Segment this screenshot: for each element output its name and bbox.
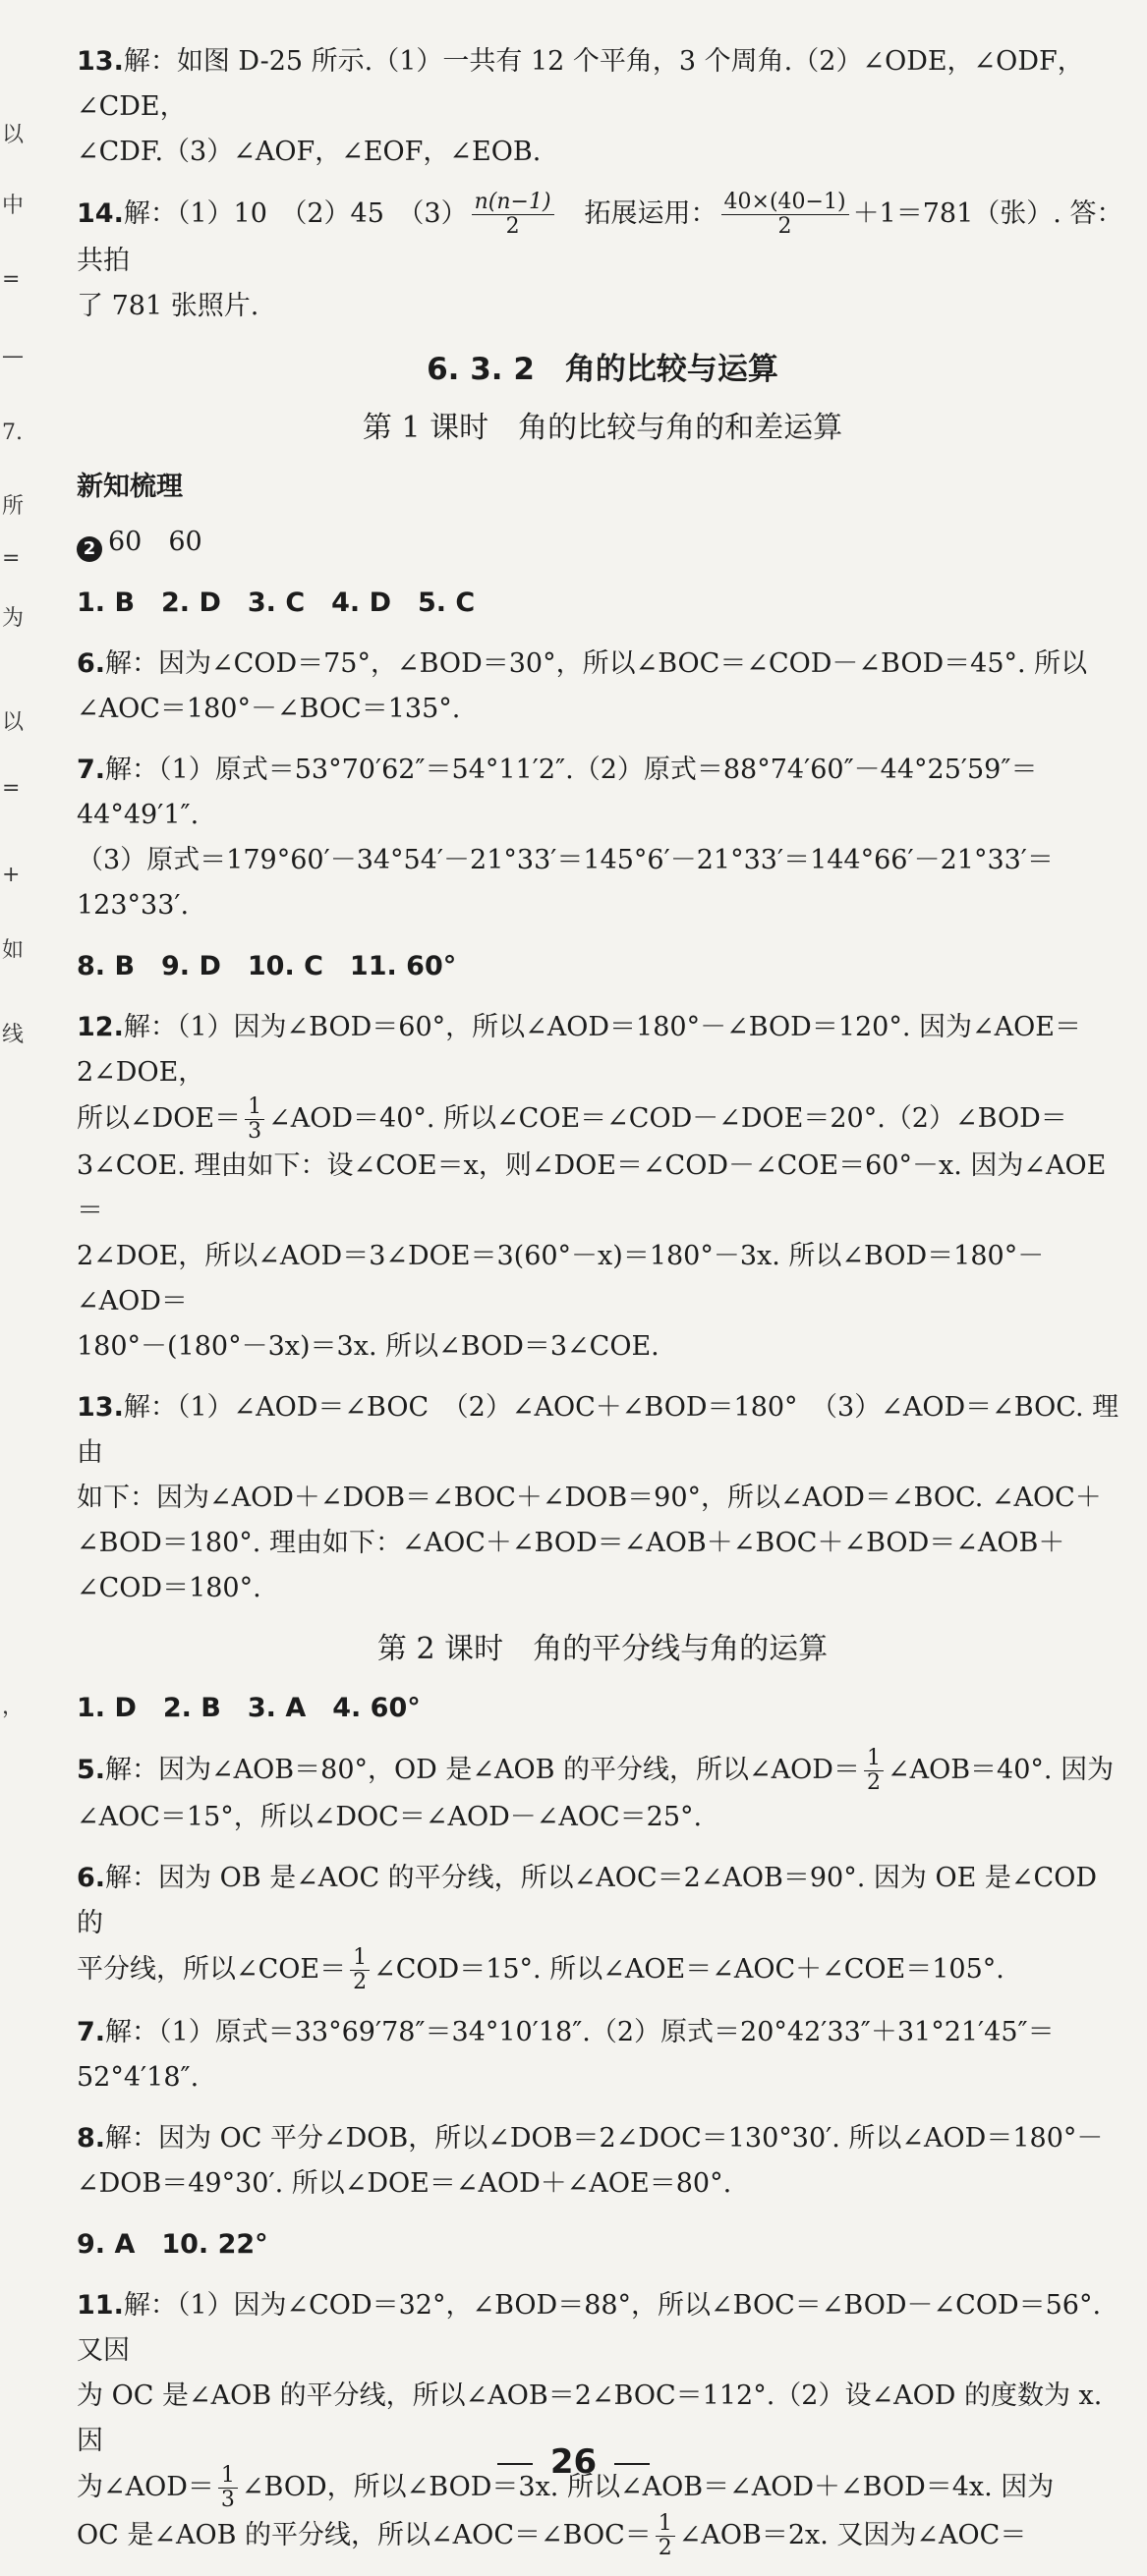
margin-char: + (2, 863, 21, 887)
question-number: 13. (77, 46, 124, 77)
choice-answers: 9. A 10. 22° (77, 2229, 268, 2260)
answer-line: 了 781 张照片. (77, 291, 259, 321)
fraction-numerator: 1 (218, 2464, 238, 2489)
fraction-denominator: 2 (505, 214, 520, 239)
answer-line: 解：（1）因为∠BOD＝60°，所以∠AOD＝180°－∠BOD＝120°. 因为∠AOE＝2∠DOE， (77, 1012, 1081, 1088)
answer-line: ∠DOB＝49°30′. 所以∠DOE＝∠AOD＋∠AOE＝80°. (77, 2168, 732, 2199)
fraction-denominator: 2 (658, 2536, 672, 2560)
fraction-denominator: 3 (220, 2488, 235, 2512)
fraction-numerator: 1 (245, 1095, 264, 1120)
fraction-denominator: 2 (777, 214, 792, 239)
left-margin-cropped-text (0, 0, 29, 2526)
page-number-footer (0, 2442, 1147, 2482)
margin-char: 以 (2, 710, 25, 735)
knowledge-values: 60 60 (108, 527, 202, 557)
knowledge-answer (77, 520, 1128, 565)
answer-line: 解：（1）原式＝53°70′62″＝54°11′2″.（2）原式＝88°74′60″－44°25′59″＝44°49′1″. (77, 755, 1038, 830)
answer-line: （3）原式＝179°60′－34°54′－21°33′＝145°6′－21°33′＝144°66′－21°33′＝123°33′. (77, 845, 1054, 921)
fraction-denominator: 3 (248, 1119, 262, 1144)
question-number: 11. (77, 2290, 124, 2321)
answer-13-prev (77, 39, 1128, 175)
question-number: 14. (77, 198, 124, 229)
question-number: 7. (77, 2017, 106, 2047)
answer-line: ∠AOC＝15°，所以∠DOC＝∠AOD－∠AOC＝25°. (77, 1802, 703, 1832)
question-number: 8. (77, 2123, 106, 2154)
choice-answers: 1. B 2. D 3. C 4. D 5. C (77, 588, 476, 618)
choice-answers: 1. D 2. B 3. A 4. 60° (77, 1693, 421, 1723)
choice-answers: 8. B 9. D 10. C 11. 60° (77, 951, 457, 981)
answer-text: ∠AOD＝40°. 所以∠COE＝∠COD－∠DOE＝20°.（2）∠BOD＝ (268, 1103, 1067, 1134)
answer-line: 解：因为 OB 是∠AOC 的平分线，所以∠AOC＝2∠AOB＝90°. 因为 OE 是∠COD 的 (77, 1863, 1097, 1938)
answer-6 (77, 642, 1128, 732)
answer-line: 解：（1）原式＝33°69′78″＝34°10′18″.（2）原式＝20°42′33″＋31°21′45″＝52°4′18″. (77, 2017, 1055, 2093)
answer-text: OC 是∠AOB 的平分线，所以∠AOC＝∠BOC＝ (77, 2520, 652, 2550)
margin-char: 线 (2, 1023, 25, 1047)
answer-line: 180°－(180°－3x)＝3x. 所以∠BOD＝3∠COE. (77, 1331, 660, 1362)
question-number: 5. (77, 1755, 106, 1785)
answer-line: ∠AOC＝180°－∠BOC＝135°. (77, 694, 461, 724)
fraction (350, 1946, 370, 1994)
fraction-numerator: 1 (864, 1747, 884, 1771)
answer-content (77, 39, 1128, 2576)
section-title: 6. 3. 2 角的比较与运算 (427, 352, 778, 387)
question-number: 7. (77, 755, 106, 785)
answer-line: ∠CDF.（3）∠AOF，∠EOF，∠EOB. (77, 137, 542, 167)
answer-text: ∠AOB＝40°. 因为 (887, 1755, 1115, 1785)
lesson-2-title: 第 2 课时 角的平分线与角的运算 (376, 1632, 829, 1666)
answer-7 (77, 748, 1128, 928)
answer-text: ＋1＝781（张）. 答：共拍 (77, 198, 1123, 276)
answer-text: 解：因为∠AOB＝80°，OD 是∠AOB 的平分线，所以∠AOD＝ (105, 1755, 860, 1785)
margin-char: 所 (2, 494, 25, 519)
question-number: 12. (77, 1012, 124, 1042)
fraction-denominator: 2 (353, 1970, 368, 1994)
answer-line: 解：（1）∠AOD＝∠BOC （2）∠AOC＋∠BOD＝180° （3）∠AOD＝∠BOC. 理由 (77, 1392, 1119, 1468)
answer-line: ∠COD＝180°. (77, 1573, 261, 1603)
answer-line: 解：如图 D-25 所示.（1）一共有 12 个平角，3 个周角.（2）∠ODE，∠ODF，∠CDE， (77, 46, 1084, 122)
margin-char: = (2, 776, 21, 801)
fraction-numerator: 1 (350, 1946, 370, 1971)
page-number: 26 (549, 2442, 598, 2482)
answer-12 (77, 1005, 1128, 1370)
margin-char: 以 (2, 123, 25, 147)
margin-char: = (2, 546, 21, 571)
fraction (864, 1747, 884, 1795)
answer-text: ∠AOB＝2x. 又因为∠AOC＝ (678, 2520, 1027, 2550)
answer-line: 解：因为 OC 平分∠DOB，所以∠DOB＝2∠DOC＝130°30′. 所以∠AOD＝180°－ (105, 2123, 1104, 2154)
fraction-numerator: 1 (656, 2512, 675, 2537)
question-number: 6. (77, 1863, 106, 1893)
answer-line: 如下：因为∠AOD＋∠DOB＝∠BOC＋∠DOB＝90°，所以∠AOD＝∠BOC. ∠AOC＋ (77, 1483, 1102, 1513)
footer-dash (614, 2463, 650, 2465)
answer-line: ∠BOD＝180°. 理由如下：∠AOC＋∠BOD＝∠AOB＋∠BOC＋∠BOD＝∠AOB＋ (77, 1528, 1065, 1558)
answer-5 (77, 1747, 1128, 1840)
answer-6 (77, 1856, 1128, 1994)
answer-7 (77, 2010, 1128, 2100)
circled-number-icon: 2 (77, 536, 102, 562)
question-number: 6. (77, 648, 106, 679)
answer-text: 解：（1）10 （2）45 （3） (123, 198, 468, 229)
answer-text: 平分线，所以∠COE＝ (77, 1954, 347, 1985)
footer-dash (497, 2463, 533, 2465)
answer-13 (77, 1385, 1128, 1611)
answer-line: 为 OC 是∠AOB 的平分线，所以∠AOB＝2∠BOC＝112°.（2）设∠AOD 的度数为 x. 因 (77, 2380, 1103, 2456)
margin-char: 7. (2, 420, 23, 445)
margin-char: — (2, 344, 24, 368)
margin-char: 如 (2, 938, 25, 963)
margin-char: = (2, 267, 21, 292)
question-number: 13. (77, 1392, 124, 1423)
lesson-1-title: 第 1 课时 角的比较与角的和差运算 (362, 411, 843, 445)
answer-text: ∠COD＝15°. 所以∠AOE＝∠AOC＋∠COE＝105°. (373, 1954, 1004, 1985)
answer-line: 3∠COE. 理由如下：设∠COE＝x，则∠DOE＝∠COD－∠COE＝60°－x. 因为∠AOE＝ (77, 1150, 1107, 1226)
margin-char: ， (2, 1695, 25, 1719)
answer-text: 所以∠DOE＝ (77, 1103, 242, 1134)
fraction-numerator: 40×(40−1) (721, 191, 849, 215)
answer-text: 为∠AOD＝ (77, 2472, 214, 2502)
fraction (721, 191, 849, 239)
answer-8 (77, 2116, 1128, 2207)
fraction (245, 1095, 264, 1144)
answer-text: 拓展运用： (557, 198, 717, 229)
margin-char: 中 (2, 194, 25, 218)
answer-14-prev (77, 191, 1128, 329)
margin-char: 为 (2, 606, 25, 631)
answer-line: 解：（1）因为∠COD＝32°，∠BOD＝88°，所以∠BOC＝∠BOD－∠COD＝56°. 又因 (77, 2290, 1102, 2366)
answer-line: 解：因为∠COD＝75°，∠BOD＝30°，所以∠BOC＝∠COD－∠BOD＝45°. 所以 (105, 648, 1088, 679)
fraction (472, 191, 554, 239)
fraction-numerator: n(n−1) (472, 191, 554, 215)
new-knowledge-heading: 新知梳理 (77, 472, 183, 502)
answer-line: 2∠DOE，所以∠AOD＝3∠DOE＝3(60°－x)＝180°－3x. 所以∠BOD＝180°－∠AOD＝ (77, 1241, 1045, 1316)
answer-11 (77, 2283, 1128, 2560)
fraction-denominator: 2 (866, 1770, 881, 1795)
fraction (656, 2512, 675, 2560)
answer-text: ∠BOD，所以∠BOD＝3x. 所以∠AOB＝∠AOD＋∠BOD＝4x. 因为 (241, 2472, 1055, 2502)
